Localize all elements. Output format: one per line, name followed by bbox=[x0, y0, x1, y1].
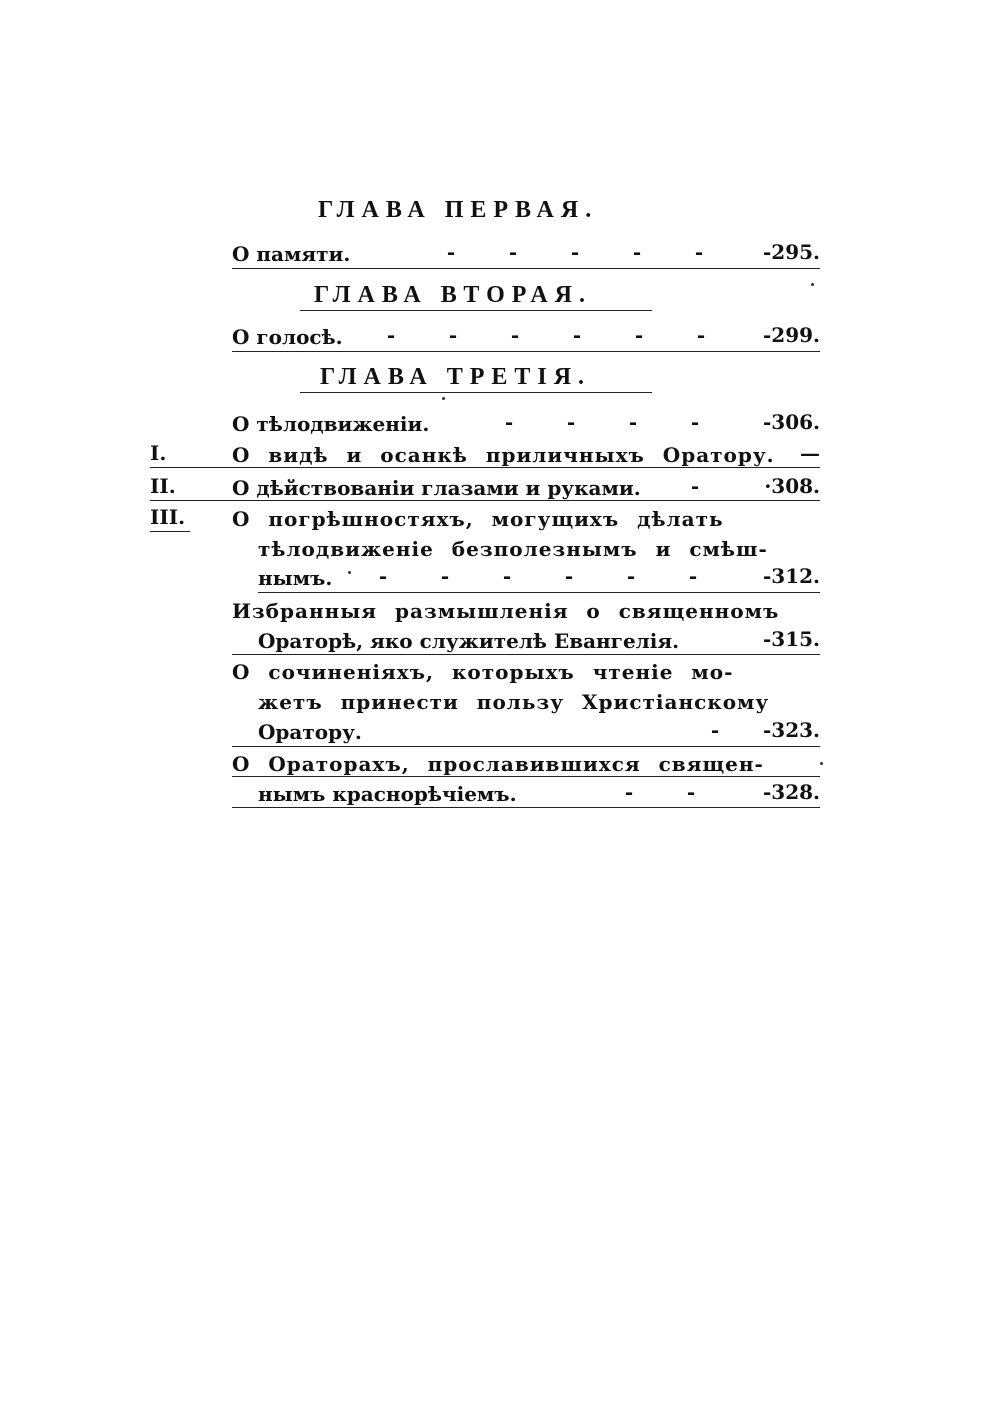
toc-entry-line: нымъ. bbox=[258, 566, 333, 590]
toc-entry-line: Избранныя размышленія о священномъ bbox=[232, 599, 780, 623]
toc-entry-page: -323. bbox=[762, 718, 820, 742]
section-number: III. bbox=[150, 505, 186, 529]
toc-entry-title: О видѣ и осанкѣ приличныхъ Оратору. bbox=[232, 443, 775, 467]
divider bbox=[258, 592, 820, 593]
toc-entry-line: нымъ краснорѣчіемъ. bbox=[258, 782, 517, 806]
leader-dots: - - - - - - bbox=[378, 564, 698, 588]
chapter-heading: ГЛАВА ТРЕТІЯ. bbox=[320, 364, 592, 390]
chapter-heading: ГЛАВА ПЕРВАЯ. bbox=[318, 197, 599, 223]
leader-dots: - - - - bbox=[504, 410, 700, 434]
toc-entry-page: -328. bbox=[762, 780, 820, 804]
toc-entry-line: Оратору. bbox=[258, 720, 362, 744]
toc-entry-title: О памяти. bbox=[232, 242, 351, 266]
section-number: II. bbox=[150, 474, 176, 498]
toc-entry-title: О дѣйствованіи глазами и руками. bbox=[232, 476, 641, 500]
ink-speck bbox=[811, 283, 814, 286]
divider bbox=[150, 500, 820, 501]
chapter-heading: ГЛАВА ВТОРАЯ. bbox=[314, 282, 592, 308]
heading-underline bbox=[300, 392, 652, 393]
divider bbox=[232, 776, 820, 777]
toc-entry-page: ·308. bbox=[764, 474, 820, 498]
toc-entry-line: тѣлодвиженіе безполезнымъ и смѣш- bbox=[258, 537, 768, 561]
toc-entry-page: -315. bbox=[762, 627, 820, 651]
toc-entry-page: — bbox=[800, 441, 820, 465]
ink-speck bbox=[348, 571, 351, 574]
leader-dots: - - - - - - bbox=[386, 323, 706, 347]
toc-entry-line: О Ораторахъ, прославившихся священ- bbox=[232, 752, 764, 776]
toc-entry-page: -306. bbox=[762, 410, 820, 434]
toc-entry-line: О погрѣшностяхъ, могущихъ дѣлать bbox=[232, 507, 724, 531]
ink-speck bbox=[820, 762, 823, 765]
divider bbox=[232, 351, 820, 352]
toc-entry-title: О тѣлодвиженіи. bbox=[232, 412, 430, 436]
toc-entry-page: -299. bbox=[762, 323, 820, 347]
heading-underline bbox=[300, 310, 652, 311]
leader-dots: - bbox=[710, 718, 720, 742]
section-number: I. bbox=[150, 441, 167, 465]
divider bbox=[232, 807, 820, 808]
toc-entry-page: -295. bbox=[762, 240, 820, 264]
divider bbox=[150, 531, 190, 532]
ink-speck bbox=[442, 397, 445, 400]
divider bbox=[150, 467, 820, 468]
divider bbox=[232, 268, 820, 269]
divider bbox=[232, 746, 820, 747]
toc-entry-title: О голосѣ. bbox=[232, 325, 343, 349]
leader-dots: - bbox=[690, 474, 700, 498]
toc-entry-line: Ораторѣ, яко служителѣ Евангелія. bbox=[258, 629, 680, 653]
leader-dots: - - bbox=[624, 780, 696, 804]
leader-dots: - - - - - bbox=[446, 240, 704, 264]
toc-entry-line: О сочиненіяхъ, которыхъ чтеніе мо- bbox=[232, 660, 734, 684]
divider bbox=[232, 654, 820, 655]
toc-entry-page: -312. bbox=[762, 564, 820, 588]
toc-entry-line: жетъ принести пользу Христіанскому bbox=[258, 690, 770, 714]
